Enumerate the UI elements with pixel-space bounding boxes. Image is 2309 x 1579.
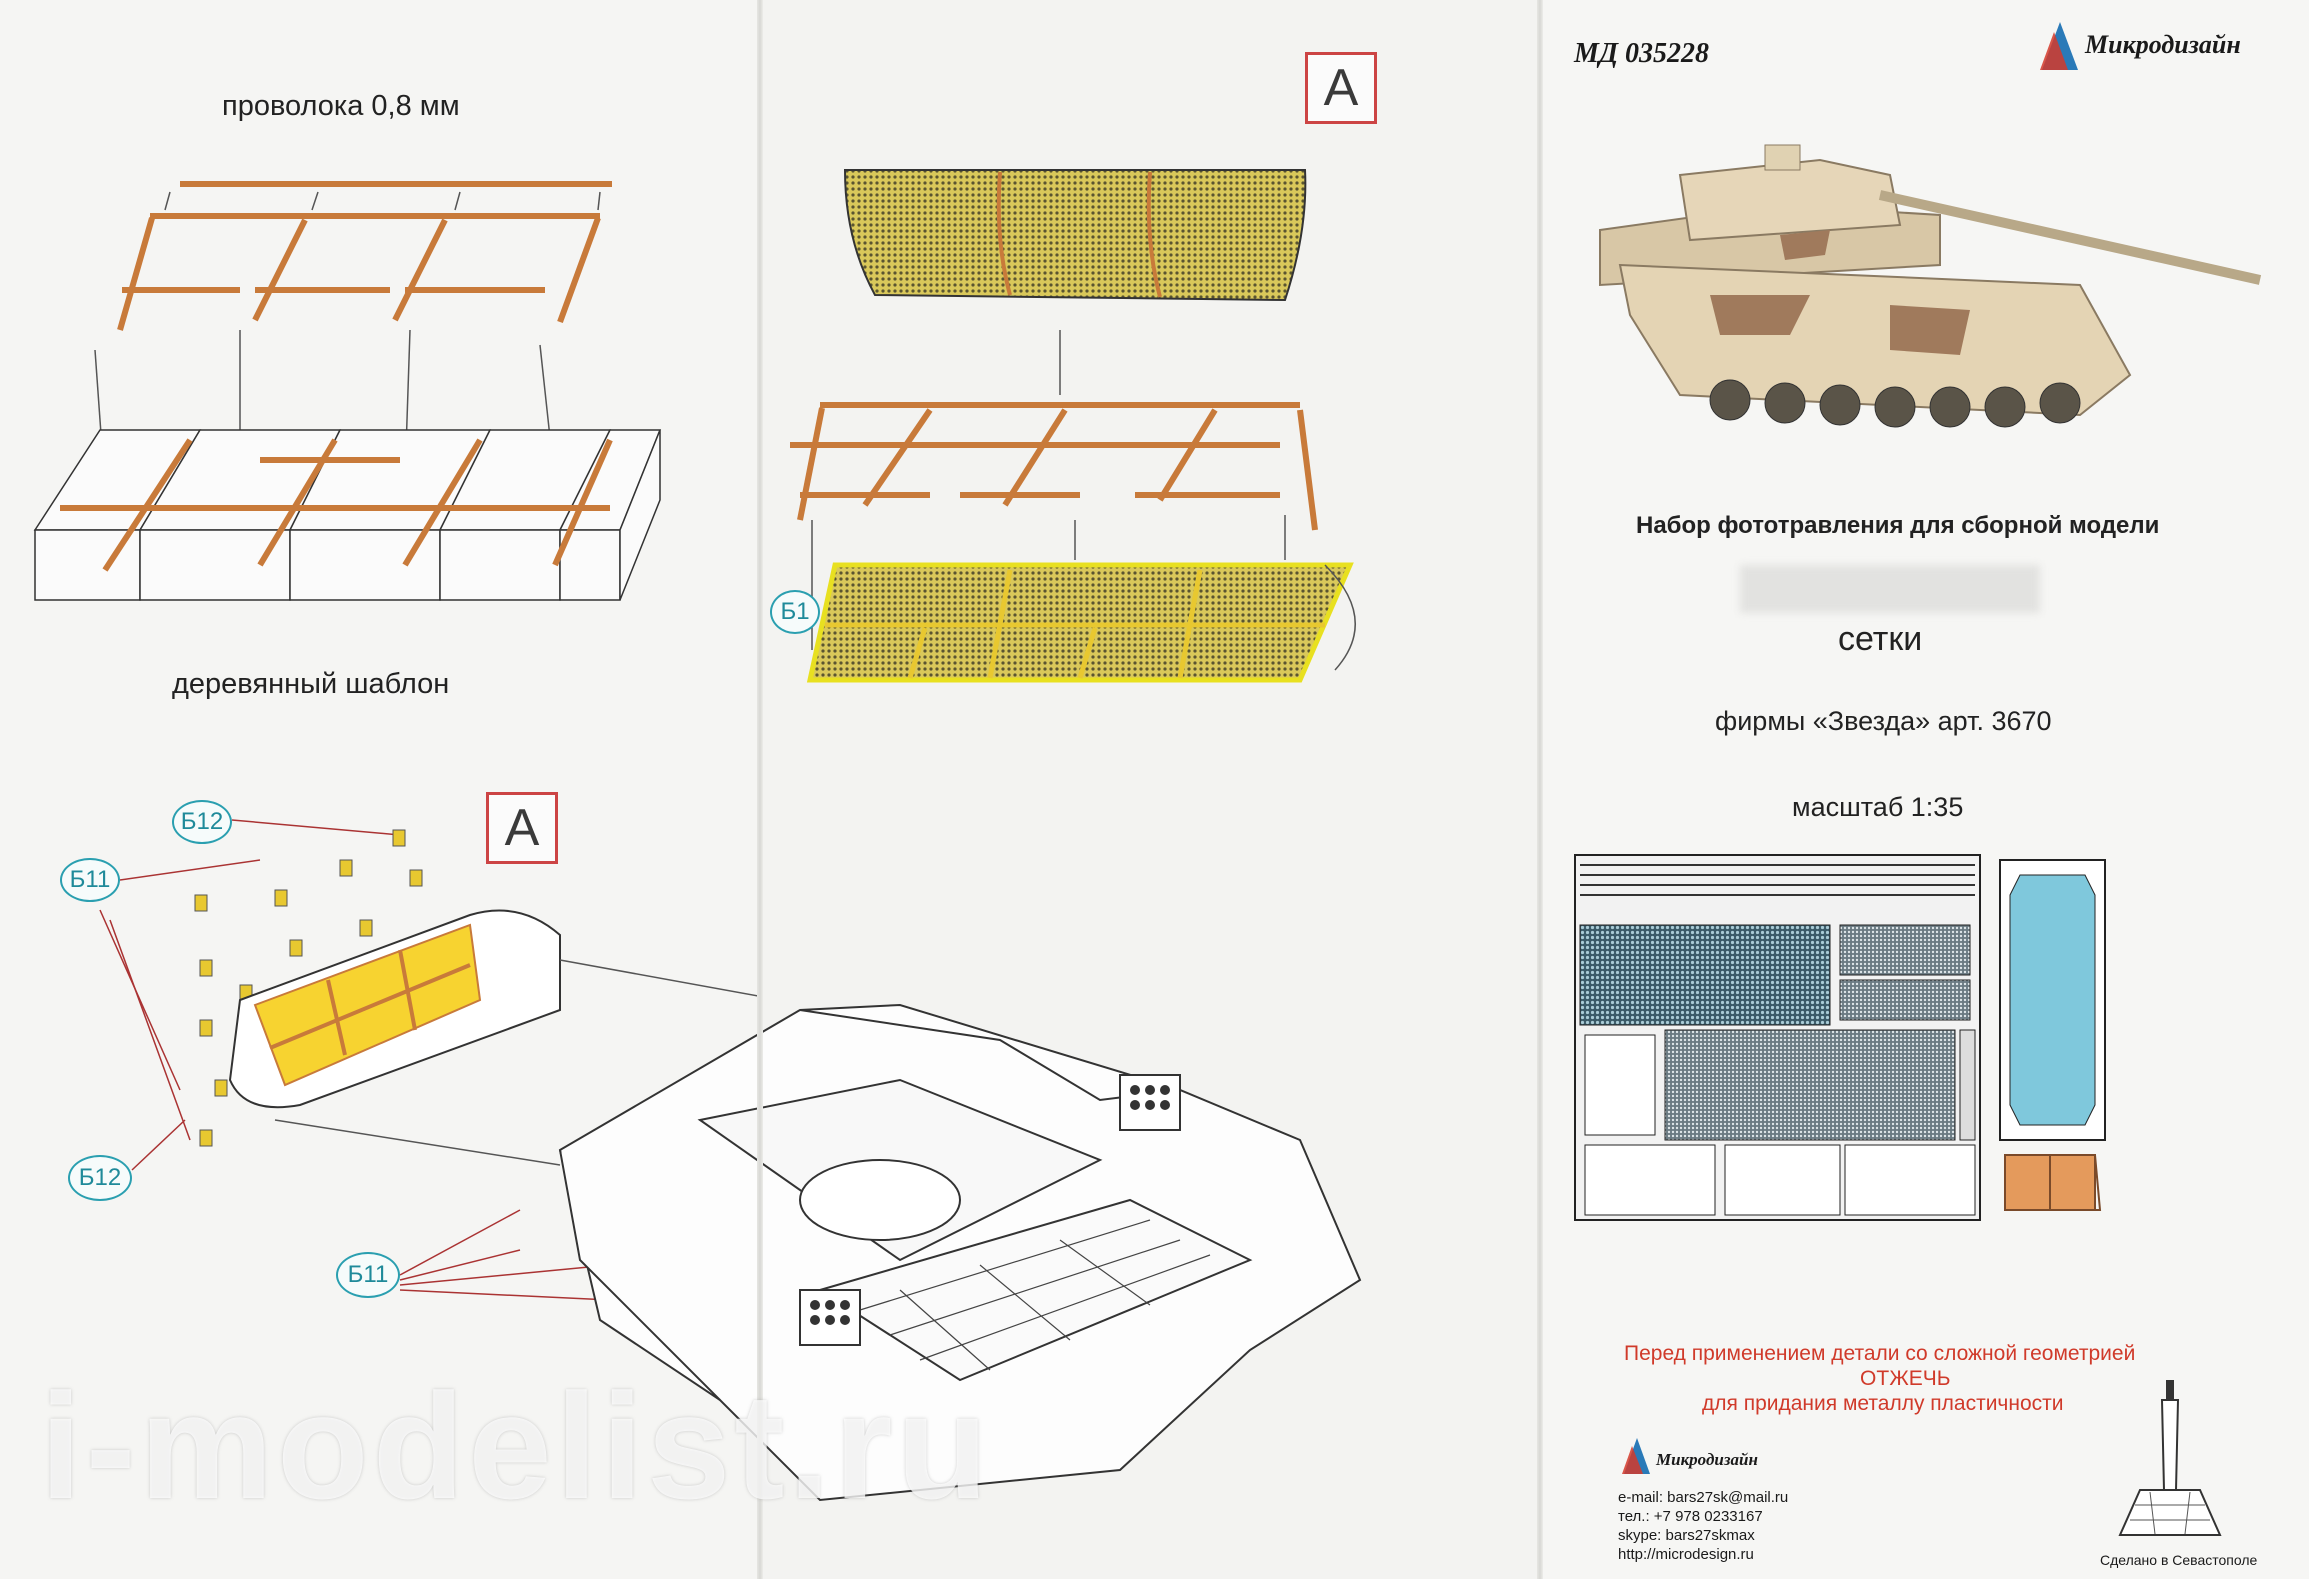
contact-phone: тел.: +7 978 0233167	[1618, 1508, 1763, 1525]
photoetch-fret-diagram	[1575, 850, 2285, 1230]
marker-a-middle: А	[1305, 52, 1377, 124]
sevastopol-monument-icon	[2110, 1380, 2230, 1540]
warning-line-3: для придания металлу пластичности	[1702, 1392, 2064, 1415]
template-label: деревянный шаблон	[172, 668, 450, 700]
callout-b12-bottom: Б12	[68, 1155, 132, 1201]
brand-name: Микродизайн	[2085, 30, 2241, 59]
callout-b11-left: Б11	[60, 858, 120, 902]
manufacturer-line: фирмы «Звезда» арт. 3670	[1715, 706, 2052, 736]
right-panel	[1540, 0, 2309, 1579]
warning-line-1: Перед применением детали со сложной геометрией	[1624, 1342, 2136, 1365]
middle-panel	[760, 0, 1540, 1579]
fold-line-left	[757, 0, 763, 1579]
footer-brand: Микродизайн	[1656, 1450, 1758, 1469]
blurred-model-name	[1740, 565, 2040, 613]
contact-email: e-mail: bars27sk@mail.ru	[1618, 1489, 1789, 1506]
marker-a-left: А	[486, 792, 558, 864]
callout-b12-top: Б12	[172, 800, 232, 844]
fold-line-right	[1537, 0, 1543, 1579]
contact-web: http://microdesign.ru	[1618, 1546, 1754, 1563]
watermark: i-modelist.ru	[40, 1362, 993, 1530]
part-name: сетки	[1838, 620, 1923, 658]
callout-b1: Б1	[770, 590, 820, 634]
warning-line-2: ОТЖЕЧЬ	[1860, 1367, 1951, 1390]
article-number: МД 035228	[1574, 38, 1710, 69]
brand-logo-icon	[2040, 22, 2080, 72]
made-in-label: Сделано в Севастополе	[2100, 1552, 2258, 1568]
wire-label: проволока 0,8 мм	[222, 90, 460, 122]
scale-line: масштаб 1:35	[1792, 792, 1964, 822]
callout-b11-bottom: Б11	[336, 1252, 400, 1298]
footer-logo-icon	[1622, 1438, 1652, 1476]
contact-skype: skype: bars27skmax	[1618, 1527, 1755, 1544]
kit-title: Набор фототравления для сборной модели	[1636, 512, 2160, 539]
tank-photo	[1560, 145, 2290, 435]
